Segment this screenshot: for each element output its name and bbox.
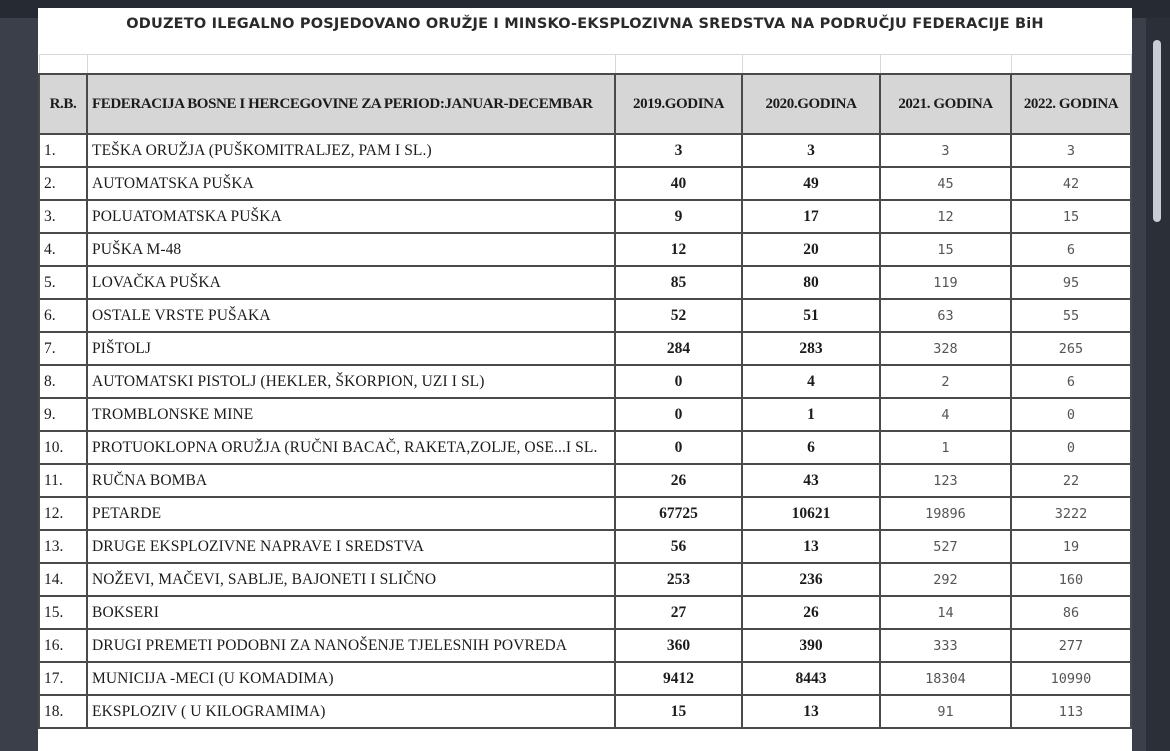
cell-2021: 63 <box>880 299 1011 332</box>
cell-2019: 85 <box>615 266 742 299</box>
row-item-name: EKSPLOZIV ( U KILOGRAMIMA) <box>87 695 615 728</box>
cell-2019: 9412 <box>615 662 742 695</box>
row-number: 14. <box>39 563 87 596</box>
cell-2022: 22 <box>1011 464 1131 497</box>
cell-2021: 19896 <box>880 497 1011 530</box>
cell-2021: 328 <box>880 332 1011 365</box>
cell-2021: 18304 <box>880 662 1011 695</box>
header-period: FEDERACIJA BOSNE I HERCEGOVINE ZA PERIOD:JANUAR-DECEMBAR <box>87 74 615 134</box>
row-item-name: PETARDE <box>87 497 615 530</box>
cell-2020: 10621 <box>742 497 880 530</box>
cell-2022: 6 <box>1011 365 1131 398</box>
cell-2022: 42 <box>1011 167 1131 200</box>
row-number: 12. <box>39 497 87 530</box>
cell-2019: 0 <box>615 431 742 464</box>
header-2022: 2022. GODINA <box>1011 74 1131 134</box>
cell-2020: 13 <box>742 695 880 728</box>
cell-2019: 3 <box>615 134 742 167</box>
cell-2022: 0 <box>1011 398 1131 431</box>
cell-2021: 15 <box>880 233 1011 266</box>
cell-2020: 26 <box>742 596 880 629</box>
cell-2019: 27 <box>615 596 742 629</box>
cell-2022: 15 <box>1011 200 1131 233</box>
row-item-name: POLUATOMATSKA PUŠKA <box>87 200 615 233</box>
row-item-name: PROTUOKLOPNA ORUŽJA (RUČNI BACAČ, RAKETA,ZOLJE, OSE...I SL. <box>87 431 615 464</box>
cell-2021: 2 <box>880 365 1011 398</box>
cell-2021: 1 <box>880 431 1011 464</box>
row-item-name: PIŠTOLJ <box>87 332 615 365</box>
table-row <box>39 497 1131 530</box>
table-row <box>39 365 1131 398</box>
cell-2022: 0 <box>1011 431 1131 464</box>
cell-2022: 55 <box>1011 299 1131 332</box>
row-item-name: RUČNA BOMBA <box>87 464 615 497</box>
cell-2022: 10990 <box>1011 662 1131 695</box>
row-item-name: DRUGI PREMETI PODOBNI ZA NANOŠENJE TJELESNIH POVREDA <box>87 629 615 662</box>
row-item-name: OSTALE VRSTE PUŠAKA <box>87 299 615 332</box>
cell-2019: 26 <box>615 464 742 497</box>
row-number: 7. <box>39 332 87 365</box>
row-number: 4. <box>39 233 87 266</box>
cell-2022: 3222 <box>1011 497 1131 530</box>
table-row <box>39 563 1131 596</box>
row-item-name: BOKSERI <box>87 596 615 629</box>
table-row <box>39 629 1131 662</box>
cell-2019: 52 <box>615 299 742 332</box>
cell-2021: 333 <box>880 629 1011 662</box>
table-row <box>39 662 1131 695</box>
table-row <box>39 134 1131 167</box>
table-row <box>39 464 1131 497</box>
cell-2021: 91 <box>880 695 1011 728</box>
cell-2020: 49 <box>742 167 880 200</box>
row-number: 9. <box>39 398 87 431</box>
row-number: 8. <box>39 365 87 398</box>
cell-2019: 0 <box>615 365 742 398</box>
table-row <box>39 266 1131 299</box>
row-item-name: NOŽEVI, MAČEVI, SABLJE, BAJONETI I SLIČNO <box>87 563 615 596</box>
cell-2022: 6 <box>1011 233 1131 266</box>
table-row <box>39 200 1131 233</box>
header-2020: 2020.GODINA <box>742 74 880 134</box>
table-row <box>39 332 1131 365</box>
table-row <box>39 167 1131 200</box>
row-number: 15. <box>39 596 87 629</box>
cell-2019: 56 <box>615 530 742 563</box>
cell-2019: 67725 <box>615 497 742 530</box>
cell-2022: 277 <box>1011 629 1131 662</box>
cell-2019: 253 <box>615 563 742 596</box>
cell-2022: 113 <box>1011 695 1131 728</box>
cell-2022: 3 <box>1011 134 1131 167</box>
cell-2020: 20 <box>742 233 880 266</box>
cell-2019: 12 <box>615 233 742 266</box>
cell-2020: 1 <box>742 398 880 431</box>
cell-2020: 80 <box>742 266 880 299</box>
row-item-name: LOVAČKA PUŠKA <box>87 266 615 299</box>
row-item-name: MUNICIJA -MECI (U KOMADIMA) <box>87 662 615 695</box>
cell-2021: 45 <box>880 167 1011 200</box>
row-number: 18. <box>39 695 87 728</box>
row-item-name: PUŠKA M-48 <box>87 233 615 266</box>
cell-2021: 123 <box>880 464 1011 497</box>
table-header-row <box>39 74 1131 134</box>
row-item-name: AUTOMATSKI PISTOLJ (HEKLER, ŠKORPION, UZI I SL) <box>87 365 615 398</box>
cell-2020: 3 <box>742 134 880 167</box>
document-sheet <box>38 8 1132 751</box>
cell-2020: 283 <box>742 332 880 365</box>
cell-2020: 51 <box>742 299 880 332</box>
cell-2020: 390 <box>742 629 880 662</box>
weapons-table <box>38 54 1132 729</box>
cell-2021: 527 <box>880 530 1011 563</box>
scrollbar-thumb[interactable] <box>1153 40 1161 222</box>
cell-2020: 236 <box>742 563 880 596</box>
row-number: 11. <box>39 464 87 497</box>
cell-2020: 43 <box>742 464 880 497</box>
cell-2022: 160 <box>1011 563 1131 596</box>
row-item-name: AUTOMATSKA PUŠKA <box>87 167 615 200</box>
table-row <box>39 233 1131 266</box>
cell-2021: 3 <box>880 134 1011 167</box>
row-number: 2. <box>39 167 87 200</box>
row-item-name: TROMBLONSKE MINE <box>87 398 615 431</box>
row-number: 10. <box>39 431 87 464</box>
cell-2019: 284 <box>615 332 742 365</box>
row-number: 13. <box>39 530 87 563</box>
cell-2020: 6 <box>742 431 880 464</box>
cell-2019: 9 <box>615 200 742 233</box>
document-title: ODUZETO ILEGALNO POSJEDOVANO ORUŽJE I MINSKO-EKSPLOZIVNA SREDSTVA NA PODRUČJU FEDERACIJE BiH <box>126 16 1044 32</box>
cell-2020: 13 <box>742 530 880 563</box>
header-rb: R.B. <box>39 74 87 134</box>
table-row <box>39 596 1131 629</box>
cell-2021: 14 <box>880 596 1011 629</box>
row-number: 1. <box>39 134 87 167</box>
cell-2021: 292 <box>880 563 1011 596</box>
cell-2022: 265 <box>1011 332 1131 365</box>
row-item-name: DRUGE EKSPLOZIVNE NAPRAVE I SREDSTVA <box>87 530 615 563</box>
blank-row <box>39 55 1131 75</box>
table-row <box>39 530 1131 563</box>
table-row <box>39 695 1131 728</box>
header-2021: 2021. GODINA <box>880 74 1011 134</box>
cell-2022: 19 <box>1011 530 1131 563</box>
cell-2021: 4 <box>880 398 1011 431</box>
cell-2020: 4 <box>742 365 880 398</box>
cell-2019: 360 <box>615 629 742 662</box>
row-number: 16. <box>39 629 87 662</box>
cell-2019: 40 <box>615 167 742 200</box>
row-number: 17. <box>39 662 87 695</box>
row-item-name: TEŠKA ORUŽJA (PUŠKOMITRALJEZ, PAM I SL.) <box>87 134 615 167</box>
cell-2020: 17 <box>742 200 880 233</box>
cell-2022: 95 <box>1011 266 1131 299</box>
cell-2019: 15 <box>615 695 742 728</box>
table-row <box>39 431 1131 464</box>
cell-2021: 119 <box>880 266 1011 299</box>
table-row <box>39 299 1131 332</box>
cell-2020: 8443 <box>742 662 880 695</box>
row-number: 3. <box>39 200 87 233</box>
header-2019: 2019.GODINA <box>615 74 742 134</box>
table-row <box>39 398 1131 431</box>
cell-2019: 0 <box>615 398 742 431</box>
row-number: 6. <box>39 299 87 332</box>
row-number: 5. <box>39 266 87 299</box>
cell-2021: 12 <box>880 200 1011 233</box>
cell-2022: 86 <box>1011 596 1131 629</box>
